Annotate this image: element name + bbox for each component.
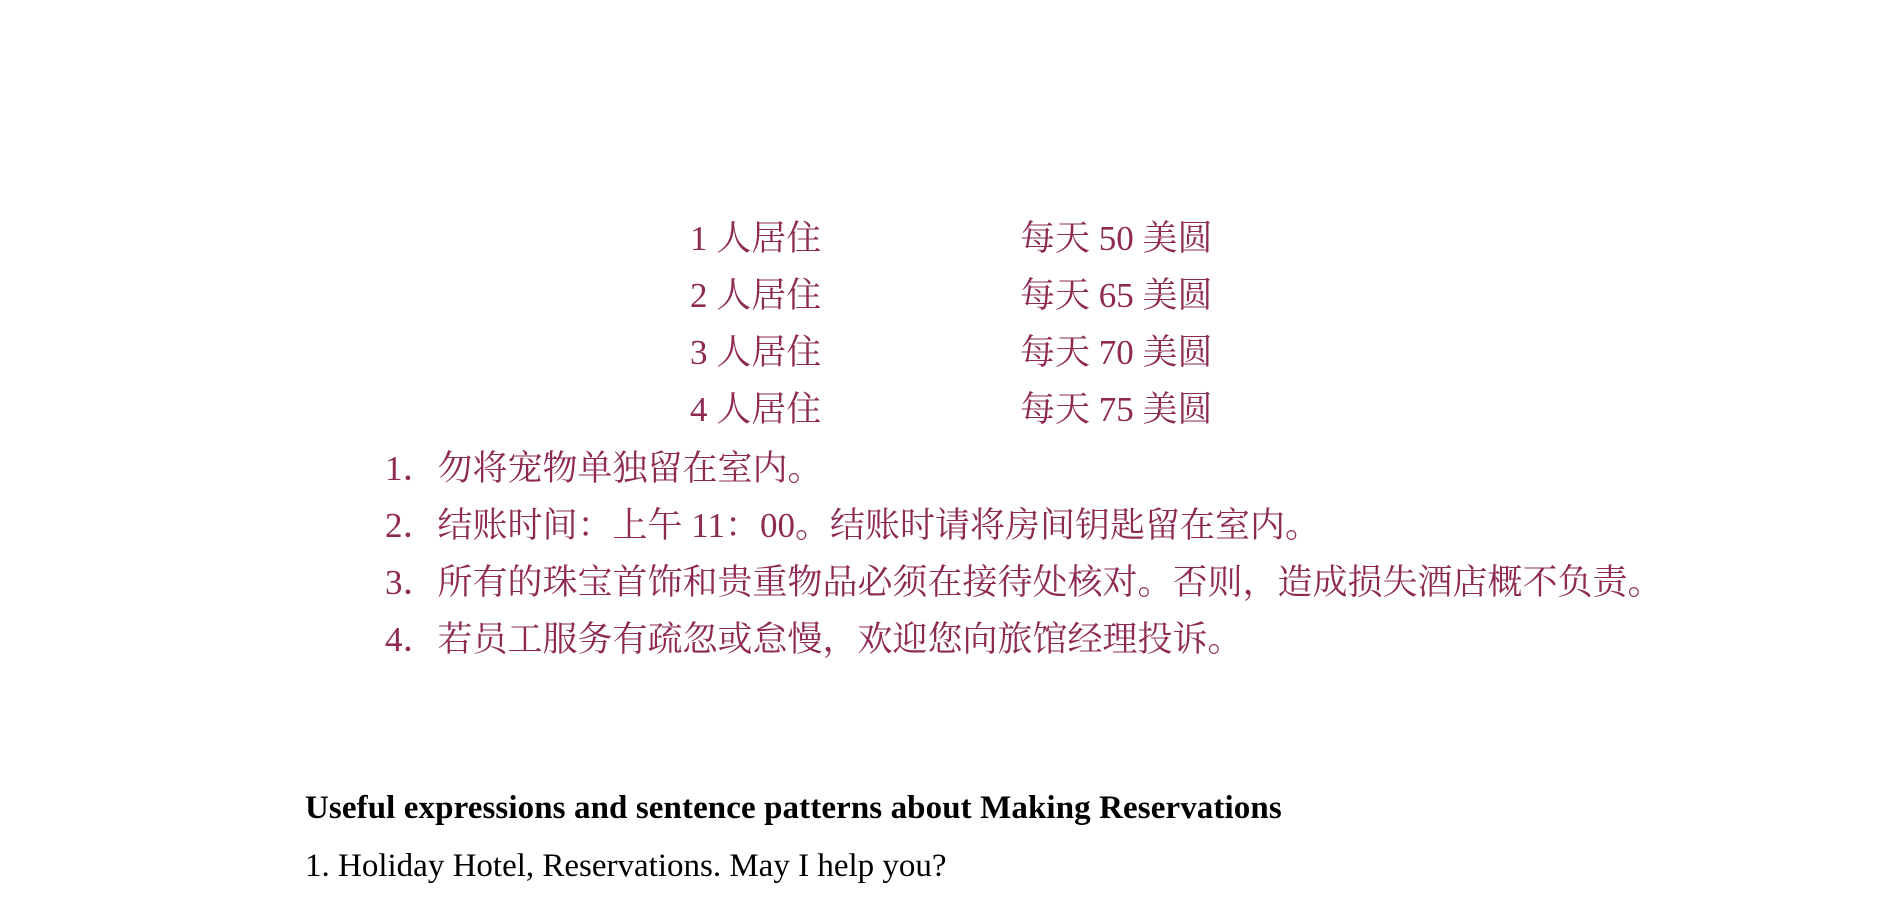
rate-price: 每天 70 美圆 (1020, 333, 1213, 372)
list-item: 4．若员工服务有疏忽或怠慢，欢迎您向旅馆经理投诉。 (385, 620, 1243, 659)
table-row (690, 267, 1213, 324)
rate-price: 每天 50 美圆 (1020, 219, 1213, 258)
list-item: 2．结账时间：上午 11：00。结账时请将房间钥匙留在室内。 (385, 506, 1320, 545)
expression-line: 1. Holiday Hotel, Reservations. May I help you? (305, 848, 947, 884)
table-row (690, 210, 1213, 267)
rate-occupancy: 2 人居住 (690, 276, 822, 315)
list-item: 1．勿将宠物单独留在室内。 (385, 449, 823, 488)
list-item: 3．所有的珠宝首饰和贵重物品必须在接待处核对。否则，造成损失酒店概不负责。 (385, 563, 1663, 602)
rate-price: 每天 65 美圆 (1020, 276, 1213, 315)
table-row (690, 324, 1213, 381)
room-rate-table (690, 210, 1213, 438)
table-row (690, 381, 1213, 438)
rate-price: 每天 75 美圆 (1020, 390, 1213, 429)
rate-occupancy: 3 人居住 (690, 333, 822, 372)
hotel-rules-list (305, 440, 1695, 668)
section-heading: Useful expressions and sentence patterns about Making Reservations (305, 790, 1282, 826)
rate-occupancy: 4 人居住 (690, 390, 822, 429)
rate-occupancy: 1 人居住 (690, 219, 822, 258)
